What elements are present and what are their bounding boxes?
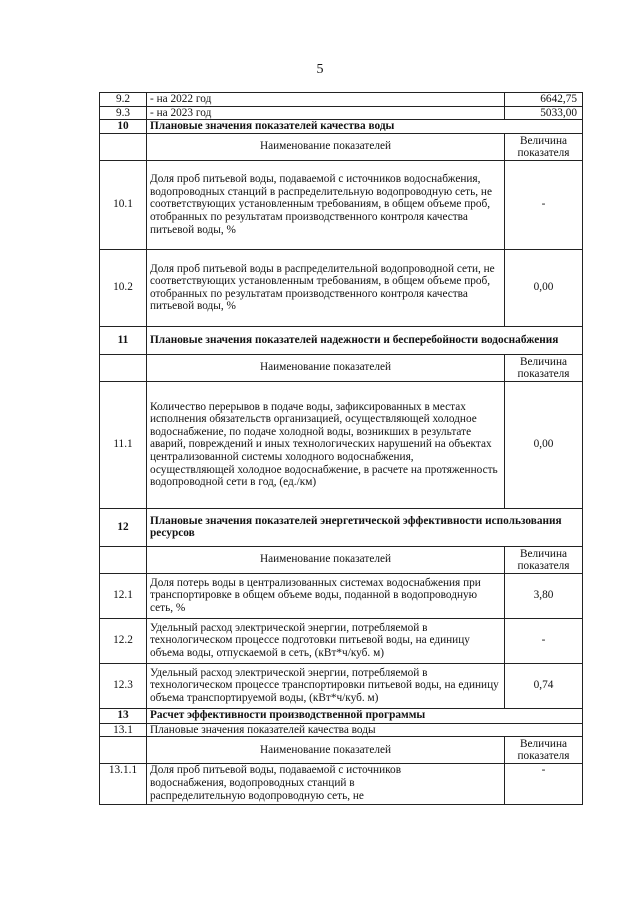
row-label: Доля проб питьевой воды в распределительной водопроводной сети, не соответствующих установленным требованиям, в общем объеме проб, отобранных по результатам производственного контроля качества питьевой воды, % [147, 249, 505, 326]
table-row [100, 381, 583, 508]
section-row [100, 120, 583, 134]
row-value: - [505, 764, 583, 805]
row-number: 11.1 [100, 381, 147, 508]
row-label: Доля проб питьевой воды, подаваемой с источников водоснабжения, водопроводных станций в распределительную водопроводную сеть, не соответствующих установленным требованиям, в общем объеме проб, отобранных по результатам производственного контроля качества питьевой воды, % [147, 160, 505, 249]
column-header-value: Величина показателя [505, 354, 583, 381]
column-header-name: Наименование показателей [147, 354, 505, 381]
row-label [147, 764, 505, 805]
row-number: 13.1.1 [100, 764, 147, 805]
row-label: Количество перерывов в подаче воды, зафиксированных в местах исполнения обязательств организацией, осуществляющей холодное водоснабжение, по подаче холодной воды, возникших в результате аварий, повреждений и иных технологических нарушений на объектах централизованной системы холодного водоснабжения, осуществляющей холодное водоснабжение, в расчете на протяженность водопроводной сети в год, (ед./км) [147, 381, 505, 508]
row-value: 3,80 [505, 573, 583, 618]
row-label: Удельный расход электрической энергии, потребляемой в технологическом процессе подготовки питьевой воды, на единицу объема воды, отпускаемой в сеть, (кВт*ч/куб. м) [147, 618, 505, 663]
section-row [100, 708, 583, 723]
row-label-line: распределительную водопроводную сеть, не [150, 789, 364, 802]
row-number: 9.2 [100, 93, 147, 107]
row-number: 10.1 [100, 160, 147, 249]
row-value: 0,00 [505, 381, 583, 508]
table-row [100, 160, 583, 249]
row-value: 5033,00 [505, 106, 583, 120]
table-row [100, 106, 583, 120]
section-row [100, 326, 583, 354]
row-number: 9.3 [100, 106, 147, 120]
section-title: Расчет эффективности производственной программы [147, 708, 583, 723]
table-header-row [100, 133, 583, 160]
row-label: - на 2023 год [147, 106, 505, 120]
row-label: Плановые значения показателей качества воды [147, 723, 583, 737]
row-number: 10.2 [100, 249, 147, 326]
section-title: Плановые значения показателей энергетической эффективности использования ресурсов [147, 508, 583, 546]
section-row [100, 508, 583, 546]
section-number: 10 [100, 120, 147, 134]
row-number: 12.3 [100, 663, 147, 708]
row-number: 12.2 [100, 618, 147, 663]
row-label-line: водоснабжения, водопроводных станций в [150, 776, 355, 789]
column-header-value: Величина показателя [505, 737, 583, 764]
page-number: 5 [316, 62, 324, 77]
row-value: 0,74 [505, 663, 583, 708]
row-label-line: Доля проб питьевой воды, подаваемой с источников [150, 764, 402, 777]
row-label: Удельный расход электрической энергии, потребляемой в технологическом процессе транспортировки питьевой воды, на единицу объема транспортируемой воды, (кВт*ч/куб. м) [147, 663, 505, 708]
section-number: 12 [100, 508, 147, 546]
table-row [100, 663, 583, 708]
section-title: Плановые значения показателей надежности и бесперебойности водоснабжения [147, 326, 583, 354]
row-value: - [505, 160, 583, 249]
indicators-table [99, 92, 583, 805]
table-header-row [100, 546, 583, 573]
table-row [100, 249, 583, 326]
table-row [100, 618, 583, 663]
column-header-value: Величина показателя [505, 546, 583, 573]
section-title: Плановые значения показателей качества воды [147, 120, 583, 134]
table-header-row [100, 354, 583, 381]
column-header-name: Наименование показателей [147, 737, 505, 764]
row-value: 6642,75 [505, 93, 583, 107]
section-number: 11 [100, 326, 147, 354]
row-label: Доля потерь воды в централизованных системах водоснабжения при транспортировке в общем объеме воды, поданной в водопроводную сеть, % [147, 573, 505, 618]
table-header-row [100, 737, 583, 764]
table-row [100, 573, 583, 618]
row-value: 0,00 [505, 249, 583, 326]
table-row [100, 93, 583, 107]
table-row [100, 723, 583, 737]
column-header-value: Величина показателя [505, 133, 583, 160]
column-header-name: Наименование показателей [147, 133, 505, 160]
row-label: - на 2022 год [147, 93, 505, 107]
section-number: 13 [100, 708, 147, 723]
column-header-name: Наименование показателей [147, 546, 505, 573]
row-value: - [505, 618, 583, 663]
row-number: 13.1 [100, 723, 147, 737]
table-row [100, 764, 583, 805]
row-number: 12.1 [100, 573, 147, 618]
